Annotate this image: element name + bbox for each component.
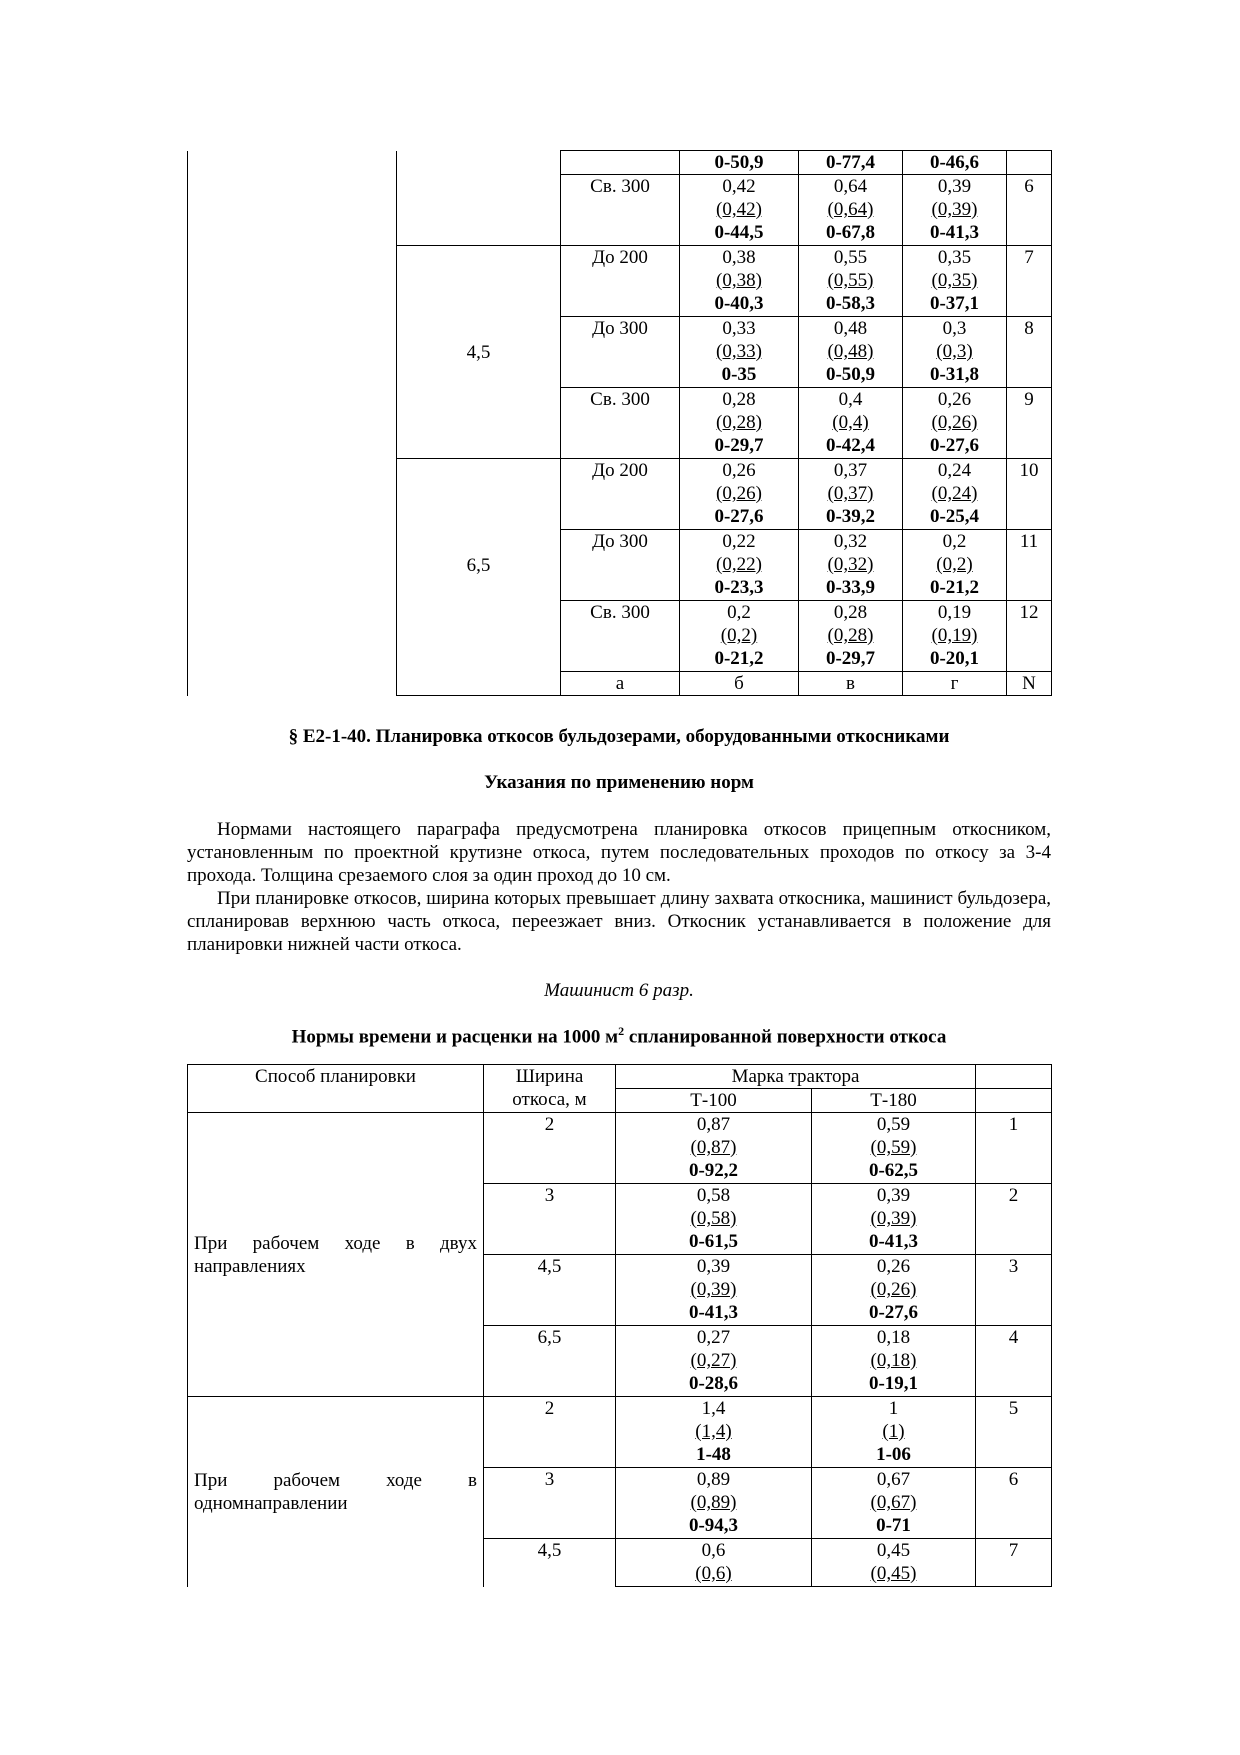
value-cell <box>799 317 903 388</box>
rate-value: 0-21,2 <box>714 648 764 669</box>
norm-value-paren: (0,35) <box>931 270 978 291</box>
norm-value-paren: (0,37) <box>827 483 874 504</box>
norm-value: 0,67 <box>876 1469 911 1490</box>
rate-value: 0-39,2 <box>825 506 876 527</box>
value-cell <box>680 175 799 246</box>
value-cell <box>616 1184 812 1255</box>
value-cell <box>812 1397 976 1468</box>
norm-value-paren: (0,26) <box>931 412 978 433</box>
distance-cell: До 200 <box>561 459 680 530</box>
column-letter: а <box>561 672 680 696</box>
value-cell <box>812 1326 976 1397</box>
rate-value: 1-06 <box>876 1444 911 1465</box>
rate-value: 0-23,3 <box>714 577 764 598</box>
value-cell <box>616 1397 812 1468</box>
norm-value-paren: (0,59) <box>870 1137 917 1158</box>
distance-cell: Св. 300 <box>561 601 680 672</box>
header-t100: Т-100 <box>616 1089 812 1113</box>
paragraph: При планировке откосов, ширина которых превышает длину захвата откосника, машинист бульдозера, спланировав верхнюю часть откоса, переезжает вниз. Откосник устанавливается в положение для планировки нижней части откоса. <box>187 888 1051 955</box>
table-row <box>188 1113 1052 1184</box>
norm-value: 0,64 <box>833 176 868 197</box>
norm-value-paren: (0,22) <box>716 554 762 575</box>
norm-value: 0,26 <box>876 1256 911 1277</box>
table-cell <box>561 151 680 175</box>
header-width <box>484 1065 616 1113</box>
header-blank <box>976 1065 1052 1089</box>
value-cell <box>903 388 1007 459</box>
norm-value: 1 <box>888 1398 899 1419</box>
norm-value-paren: (0,39) <box>870 1208 917 1229</box>
rate-value: 0-41,3 <box>929 222 980 243</box>
norm-value: 0,42 <box>722 176 756 197</box>
row-number: 3 <box>976 1255 1052 1326</box>
column-letter: в <box>799 672 903 696</box>
section-subtitle: Указания по применению норм <box>484 772 754 793</box>
table-cell-blank <box>397 672 561 696</box>
norm-value-paren: (1,4) <box>695 1421 732 1442</box>
value-cell <box>903 530 1007 601</box>
norm-value: 0,35 <box>937 247 972 268</box>
rate-value: 1-48 <box>696 1444 731 1465</box>
row-number: 5 <box>976 1397 1052 1468</box>
norm-value: 0,58 <box>696 1185 731 1206</box>
norm-value: 0,89 <box>696 1469 731 1490</box>
norm-value-paren: (0,24) <box>931 483 978 504</box>
rate-value: 0-41,3 <box>868 1231 919 1252</box>
rate-value: 0-41,3 <box>688 1302 739 1323</box>
value-cell <box>903 601 1007 672</box>
norm-value-paren: (0,87) <box>690 1137 737 1158</box>
method-text: одномнаправлении <box>194 1492 348 1514</box>
norm-value-paren: (0,28) <box>716 412 762 433</box>
width-cell: 3 <box>484 1468 616 1539</box>
header-blank <box>976 1089 1052 1113</box>
header-width-line: Ширина <box>515 1066 584 1087</box>
value-cell <box>680 459 799 530</box>
norm-value: 0,27 <box>696 1327 731 1348</box>
rate-value: 0-27,6 <box>868 1302 919 1323</box>
value-cell <box>616 1468 812 1539</box>
distance-cell: До 300 <box>561 317 680 388</box>
method-text: При рабочем ходе в двух <box>194 1232 477 1254</box>
rate-value: 0-92,2 <box>688 1160 739 1181</box>
rate-value: 0-44,5 <box>714 222 764 243</box>
norm-value-paren: (0,55) <box>827 270 874 291</box>
section-title: § Е2-1-40. Планировка откосов бульдозерами, оборудованными откосниками <box>288 726 950 747</box>
norm-value-paren: (0,28) <box>827 625 874 646</box>
norm-value: 1,4 <box>701 1398 726 1419</box>
header-width-line: откоса, м <box>512 1089 587 1110</box>
norm-value: 0,2 <box>942 531 967 552</box>
row-number: 4 <box>976 1326 1052 1397</box>
norm-value-paren: (0,39) <box>931 199 978 220</box>
rate-value: 0-42,4 <box>825 435 876 456</box>
norm-value: 0,24 <box>937 460 972 481</box>
column-letter: б <box>680 672 799 696</box>
rate-value: 0-71 <box>876 1515 911 1536</box>
norm-value-paren: (0,2) <box>936 554 973 575</box>
value-cell <box>903 317 1007 388</box>
rate-value: 0-33,9 <box>825 577 876 598</box>
norm-value-paren: (0,27) <box>690 1350 737 1371</box>
width-group-cell: 4,5 <box>397 246 561 459</box>
table-cell-blank <box>397 151 561 246</box>
table-cell: 0-50,9 <box>680 151 799 175</box>
width-cell: 2 <box>484 1397 616 1468</box>
value-cell <box>812 1184 976 1255</box>
norm-value: 0,28 <box>722 389 756 410</box>
value-cell <box>680 601 799 672</box>
row-number: 8 <box>1007 317 1052 388</box>
rate-value: 0-94,3 <box>688 1515 739 1536</box>
norm-value-paren: (0,3) <box>936 341 973 362</box>
width-cell: 2 <box>484 1113 616 1184</box>
value-cell <box>680 246 799 317</box>
table-cell: 0-46,6 <box>903 151 1007 175</box>
norm-value: 0,26 <box>937 389 972 410</box>
distance-cell: До 300 <box>561 530 680 601</box>
table-row <box>188 1397 1052 1468</box>
table-cell-blank <box>188 151 397 696</box>
norm-value-paren: (0,38) <box>716 270 762 291</box>
norm-value: 0,3 <box>942 318 967 339</box>
norm-value: 0,33 <box>722 318 756 339</box>
table-title-superscript: 2 <box>618 1024 625 1038</box>
table-title-text: спланированной поверхности откоса <box>624 1026 947 1048</box>
rate-value: 0-35 <box>721 364 757 385</box>
value-cell <box>799 175 903 246</box>
rate-value: 0-58,3 <box>825 293 876 314</box>
rate-value: 0-27,6 <box>929 435 980 456</box>
norm-value-paren: (0,32) <box>827 554 874 575</box>
norm-value-paren: (0,4) <box>832 412 869 433</box>
method-cell <box>188 1113 484 1397</box>
rate-value: 0-67,8 <box>825 222 876 243</box>
header-t180: Т-180 <box>812 1089 976 1113</box>
rate-value: 0-28,6 <box>688 1373 739 1394</box>
norm-value: 0,32 <box>833 531 868 552</box>
rate-value: 0-25,4 <box>929 506 980 527</box>
paragraph: Нормами настоящего параграфа предусмотрена планировка откосов прицепным откосником, установленным по проектной крутизне откоса, путем последовательных проходов по откосу за 3-4 прохода. Толщина срезаемого слоя за один проход до 10 см. <box>187 819 1051 886</box>
norm-value: 0,19 <box>937 602 972 623</box>
rate-value: 0-29,7 <box>825 648 876 669</box>
row-number: 12 <box>1007 601 1052 672</box>
rate-value: 0-62,5 <box>868 1160 919 1181</box>
norm-value-paren: (0,42) <box>716 199 762 220</box>
column-letter: г <box>903 672 1007 696</box>
norm-value: 0,39 <box>937 176 972 197</box>
norm-value-paren: (0,2) <box>720 625 758 646</box>
row-number: 6 <box>976 1468 1052 1539</box>
value-cell <box>799 601 903 672</box>
distance-cell: Св. 300 <box>561 388 680 459</box>
width-group-cell: 6,5 <box>397 459 561 672</box>
header-method: Способ планировки <box>188 1065 484 1113</box>
rate-value: 0-37,1 <box>929 293 980 314</box>
row-number: 7 <box>976 1539 1052 1587</box>
value-cell <box>616 1539 812 1587</box>
norm-value-paren: (1) <box>882 1421 905 1442</box>
rate-value: 0-21,2 <box>929 577 980 598</box>
norm-value: 0,26 <box>722 460 756 481</box>
row-number: 10 <box>1007 459 1052 530</box>
norm-value-paren: (0,6) <box>695 1563 732 1584</box>
norm-value-paren: (0,48) <box>827 341 874 362</box>
row-number: 1 <box>976 1113 1052 1184</box>
norm-value: 0,59 <box>876 1114 911 1135</box>
rate-value: 0-29,7 <box>714 435 764 456</box>
row-number: 6 <box>1007 175 1052 246</box>
norm-value-paren: (0,64) <box>827 199 874 220</box>
method-text: При рабочем ходе в <box>194 1469 477 1491</box>
table-title-text: Нормы времени и расценки на 1000 м <box>291 1026 619 1048</box>
table-title <box>187 1024 1051 1048</box>
norm-value: 0,28 <box>833 602 868 623</box>
distance-cell: Св. 300 <box>561 175 680 246</box>
norm-value: 0,6 <box>701 1540 726 1561</box>
column-letter: N <box>1007 672 1052 696</box>
row-number: 2 <box>976 1184 1052 1255</box>
width-cell: 4,5 <box>484 1539 616 1587</box>
norm-value: 0,39 <box>696 1256 731 1277</box>
norm-value: 0,87 <box>696 1114 731 1135</box>
value-cell <box>812 1468 976 1539</box>
value-cell <box>903 175 1007 246</box>
table-cell <box>1007 151 1052 175</box>
norm-value: 0,22 <box>722 531 756 552</box>
norm-value: 0,38 <box>722 247 756 268</box>
value-cell <box>680 530 799 601</box>
rate-value: 0-20,1 <box>929 648 980 669</box>
value-cell <box>812 1113 976 1184</box>
distance-cell: До 200 <box>561 246 680 317</box>
header-brand: Марка трактора <box>616 1065 976 1089</box>
norm-value: 0,39 <box>876 1185 911 1206</box>
value-cell <box>812 1255 976 1326</box>
value-cell <box>799 246 903 317</box>
value-cell <box>799 388 903 459</box>
norms-table <box>187 1064 1052 1587</box>
value-cell <box>812 1539 976 1587</box>
norm-value-paren: (0,33) <box>716 341 762 362</box>
norm-value: 0,37 <box>833 460 868 481</box>
norm-value: 0,48 <box>833 318 868 339</box>
value-cell <box>680 388 799 459</box>
row-number: 11 <box>1007 530 1052 601</box>
rate-value: 0-50,9 <box>825 364 876 385</box>
value-cell <box>616 1113 812 1184</box>
norm-value-paren: (0,19) <box>931 625 978 646</box>
rate-value: 0-19,1 <box>868 1373 919 1394</box>
norm-value-paren: (0,39) <box>690 1279 737 1300</box>
value-cell <box>616 1326 812 1397</box>
value-cell <box>903 246 1007 317</box>
table-row <box>188 151 1052 175</box>
value-cell <box>799 459 903 530</box>
width-cell: 4,5 <box>484 1255 616 1326</box>
norm-value: 0,2 <box>727 602 751 623</box>
method-text: направлениях <box>194 1255 306 1277</box>
rate-value: 0-61,5 <box>688 1231 739 1252</box>
table-header-row <box>188 1065 1052 1089</box>
norm-value: 0,55 <box>833 247 868 268</box>
value-cell <box>903 459 1007 530</box>
norm-value-paren: (0,67) <box>870 1492 917 1513</box>
rate-value: 0-40,3 <box>714 293 764 314</box>
rate-value: 0-31,8 <box>929 364 980 385</box>
value-cell <box>616 1255 812 1326</box>
method-cell <box>188 1397 484 1587</box>
table-cell: 0-77,4 <box>799 151 903 175</box>
width-cell: 6,5 <box>484 1326 616 1397</box>
value-cell <box>799 530 903 601</box>
norm-value-paren: (0,18) <box>870 1350 917 1371</box>
norm-value: 0,4 <box>838 389 863 410</box>
norm-value-paren: (0,89) <box>690 1492 737 1513</box>
norm-value-paren: (0,58) <box>690 1208 737 1229</box>
norm-value-paren: (0,26) <box>870 1279 917 1300</box>
norms-table-continuation <box>187 150 1052 696</box>
norm-value-paren: (0,45) <box>870 1563 917 1584</box>
row-number: 9 <box>1007 388 1052 459</box>
norm-value: 0,45 <box>876 1540 911 1561</box>
norm-value-paren: (0,26) <box>716 483 762 504</box>
worker-label: Машинист 6 разр. <box>544 980 694 1001</box>
norm-value: 0,18 <box>876 1327 911 1348</box>
rate-value: 0-27,6 <box>714 506 764 527</box>
width-cell: 3 <box>484 1184 616 1255</box>
row-number: 7 <box>1007 246 1052 317</box>
value-cell <box>680 317 799 388</box>
